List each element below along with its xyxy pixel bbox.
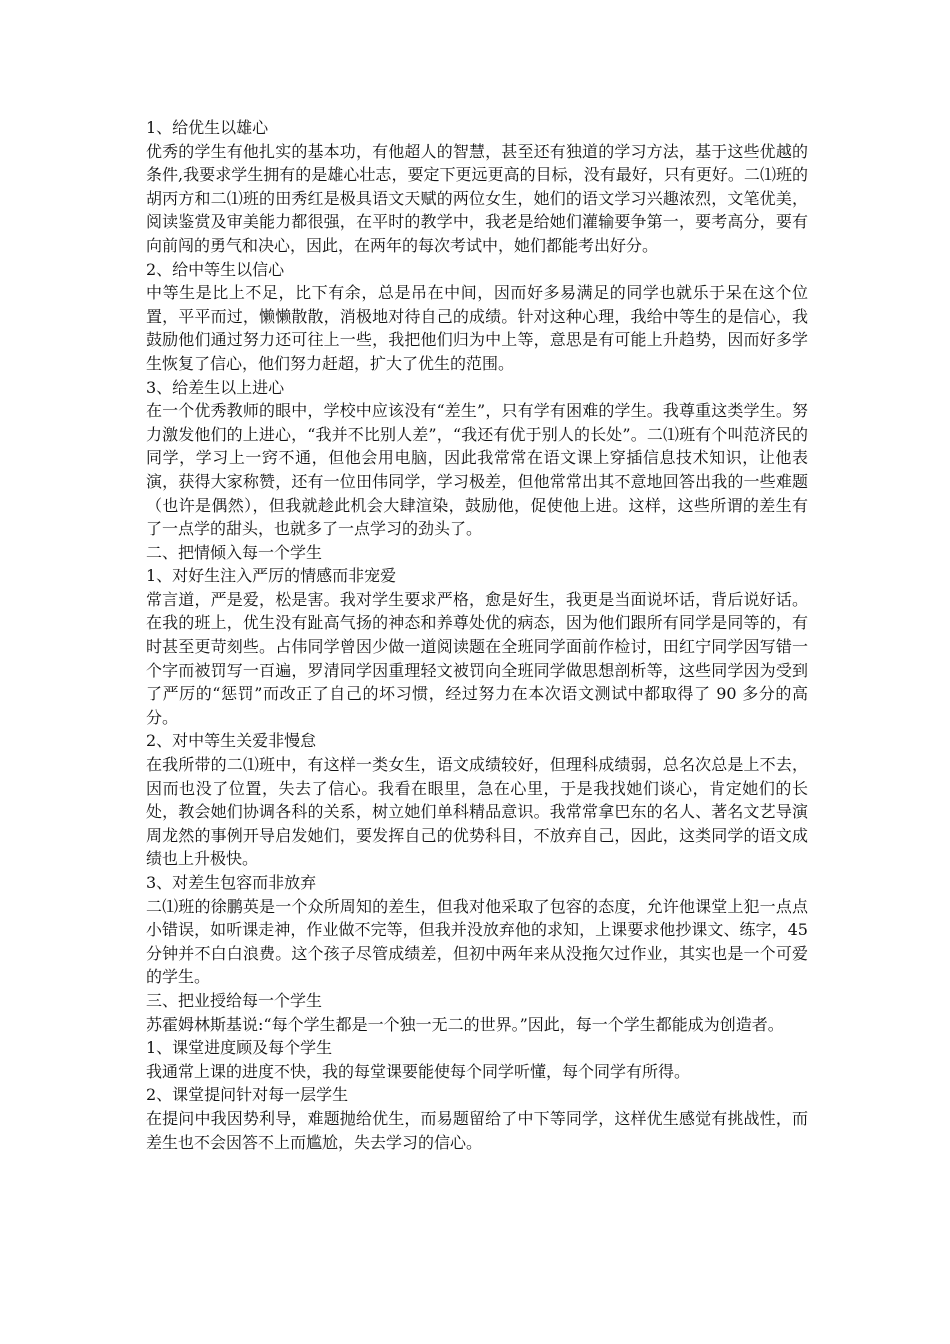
section-heading-2-2: 2、对中等生关爱非慢怠 xyxy=(146,731,317,751)
paragraph: 常言道，严是爱，松是害。我对学生要求严格，愈是好生，我更是当面说坏话，背后说好话。在我的班上，优生没有趾高气扬的神态和养尊处优的病态，因为他们跟所有同学是同等的，有时甚至更苛刻些。占伟同学曾因少做一道阅读题在全班同学面前作检讨，田红宁同学因写错一个字而被罚写一百遍，罗清同学因重理轻文被罚向全班同学做思想剖析等，这些同学因为受到了严厉的“惩罚”而改正了自己的坏习惯，经过努力在本次语文测试中都取得了 90 多分的高分。 xyxy=(146,589,808,727)
paragraph: 我通常上课的进度不快，我的每堂课要能使每个同学听懂，每个同学有所得。 xyxy=(146,1061,691,1081)
chapter-heading-2: 二、把情倾入每一个学生 xyxy=(146,542,323,562)
chapter-heading-3: 三、把业授给每一个学生 xyxy=(146,990,323,1010)
section-heading-3-1: 1、课堂进度顾及每个学生 xyxy=(146,1038,333,1058)
paragraph: 在我所带的二⑴班中，有这样一类女生，语文成绩较好，但理科成绩弱，总名次总是上不去，因而也没了位置，失去了信心。我看在眼里，急在心里，于是我找她们谈心，肯定她们的长处，教会她们协调各科的关系，树立她们单科精品意识。我常常拿巴东的名人、著名文艺导演周龙然的事例开导启发她们，要发挥自己的优势科目，不放弃自己，因此，这类同学的语文成绩也上升极快。 xyxy=(146,755,808,869)
paragraph: 在一个优秀教师的眼中，学校中应该没有“差生”，只有学有困难的学生。我尊重这类学生。努力激发他们的上进心，“我并不比别人差”，“我还有优于别人的长处”。二⑴班有个叫范济民的同学，学习上一窍不通，但他会用电脑，因此我常常在语文课上穿插信息技术知识，让他表演，获得大家称赞，还有一位田伟同学，学习极差，但他常常出其不意地回答出我的一些难题（也许是偶然），但我就趁此机会大肆渲染，鼓励他，促使他上进。这样，这些所谓的差生有了一点学的甜头，也就多了一点学习的劲头了。 xyxy=(146,401,808,539)
document-body xyxy=(146,116,808,1154)
paragraph: 在提问中我因势利导，难题抛给优生，而易题留给了中下等同学，这样优生感觉有挑战性，而差生也不会因答不上而尴尬，失去学习的信心。 xyxy=(146,1108,808,1152)
section-heading-2-3: 3、对差生包容而非放弃 xyxy=(146,873,317,892)
paragraph: 苏霍姆林斯基说:“每个学生都是一个独一无二的世界。”因此，每一个学生都能成为创造者。 xyxy=(146,1014,784,1034)
section-heading-3: 3、给差生以上进心 xyxy=(146,377,285,397)
section-heading-3-2: 2、课堂提问针对每一层学生 xyxy=(146,1085,349,1105)
paragraph: 中等生是比上不足，比下有余，总是吊在中间，因而好多易满足的同学也就乐于呆在这个位置，平平而过，懒懒散散，消极地对待自己的成绩。针对这种心理，我给中等生的是信心，我鼓励他们通过努力还可往上一些，我把他们归为中上等，意思是有可能上升趋势，因而好多学生恢复了信心，他们努力赶超，扩大了优生的范围。 xyxy=(146,283,808,373)
paragraph: 优秀的学生有他扎实的基本功，有他超人的智慧，甚至还有独道的学习方法，基于这些优越的条件,我要求学生拥有的是雄心壮志，要定下更远更高的目标，没有最好，只有更好。二⑴班的胡丙方和二⑴班的田秀红是极具语文天赋的两位女生，她们的语文学习兴趣浓烈，文笔优美，阅读鉴赏及审美能力都很强，在平时的教学中，我老是给她们灌输要争第一，要考高分，要有向前闯的勇气和决心，因此，在两年的每次考试中，她们都能考出好分。 xyxy=(146,141,808,255)
section-heading-2: 2、给中等生以信心 xyxy=(146,259,285,279)
section-heading-1: 1、给优生以雄心 xyxy=(146,118,269,137)
paragraph: 二⑴班的徐鹏英是一个众所周知的差生，但我对他采取了包容的态度，允许他课堂上犯一点点小错误，如听课走神，作业做不完等，但我并没放弃他的求知，上课要求他抄课文、练字，45 分钟并不白白浪费。这个孩子尽管成绩差，但初中两年来从没拖欠过作业，其实也是一个可爱的学生。 xyxy=(146,896,808,987)
section-heading-2-1: 1、对好生注入严厉的情感而非宠爱 xyxy=(146,566,397,586)
